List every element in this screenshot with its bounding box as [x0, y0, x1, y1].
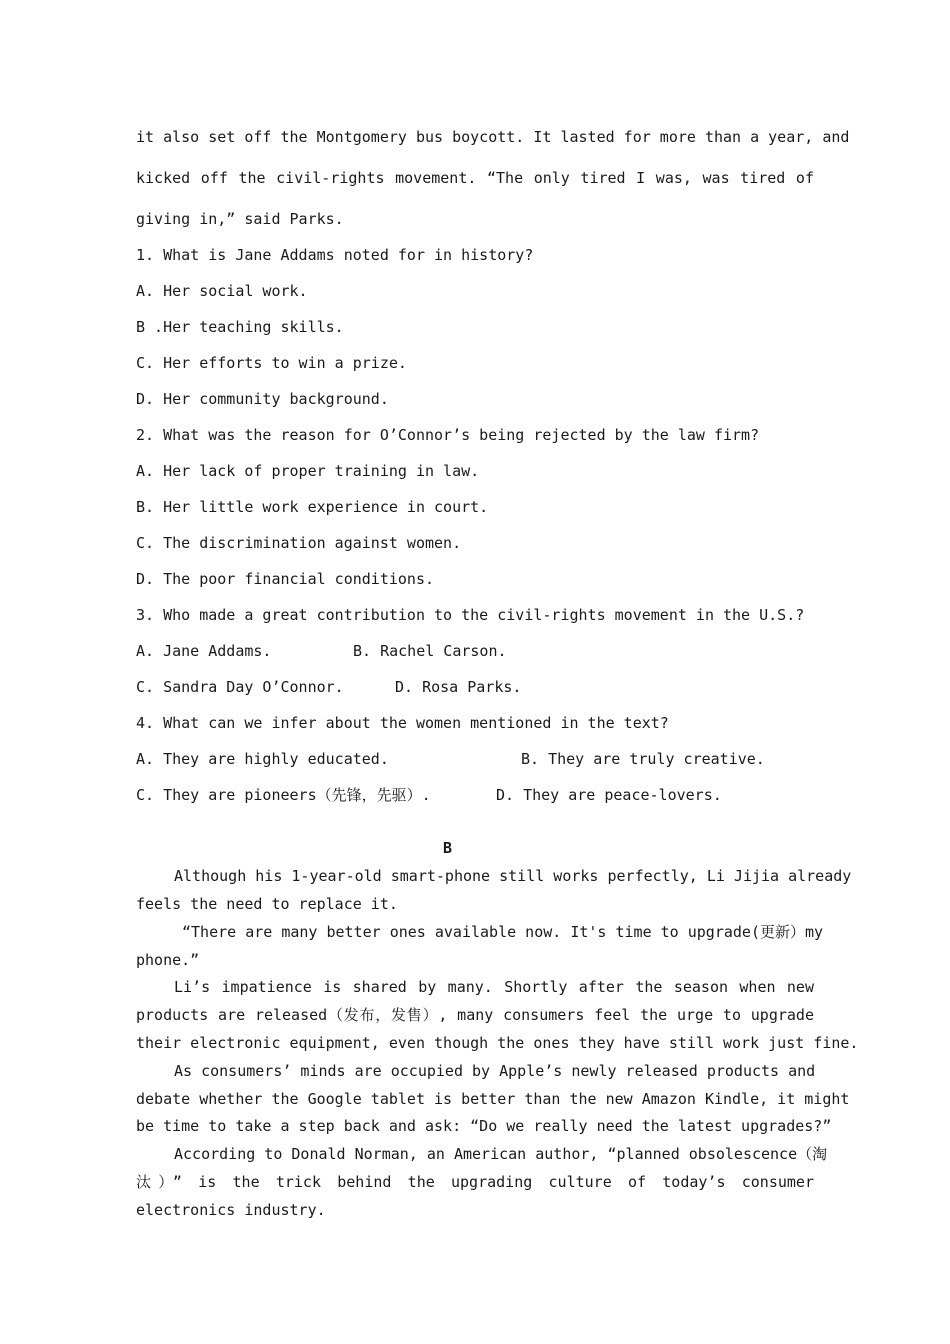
answer-option: A. Her social work. [136, 282, 308, 300]
passage-line: electronics industry. [136, 1201, 326, 1219]
passage-line: phone.” [136, 951, 200, 969]
question-stem: 4. What can we infer about the women mentioned in the text? [136, 714, 669, 732]
passage-line: products are released（发布，发售）, many consumers feel the urge to upgrade [136, 1006, 814, 1024]
answer-option: D. Her community background. [136, 390, 389, 408]
answer-option: D. They are peace-lovers. [496, 786, 722, 804]
passage-line: “There are many better ones available now. It's time to upgrade(更新）my [182, 923, 824, 941]
passage-line: giving in,” said Parks. [136, 210, 344, 228]
section-heading: B [442, 839, 453, 857]
passage-line: According to Donald Norman, an American author, “planned obsolescence（淘 [174, 1145, 828, 1163]
passage-line: it also set off the Montgomery bus boycott. It lasted for more than a year, and [136, 128, 850, 146]
answer-option: D. Rosa Parks. [395, 678, 522, 696]
passage-line: debate whether the Google tablet is better than the new Amazon Kindle, it might [136, 1090, 850, 1108]
answer-option: A. Her lack of proper training in law. [136, 462, 480, 480]
answer-option: A. They are highly educated. [136, 750, 389, 768]
passage-line: be time to take a step back and ask: “Do we really need the latest upgrades?” [136, 1117, 832, 1135]
answer-option: B. They are truly creative. [521, 750, 765, 768]
answer-option: B. Her little work experience in court. [136, 498, 489, 516]
answer-option: C. Sandra Day O’Connor. [136, 678, 344, 696]
question-stem: 1. What is Jane Addams noted for in history? [136, 246, 534, 264]
question-stem: 2. What was the reason for O’Connor’s being rejected by the law firm? [136, 426, 760, 444]
answer-option: B. Rachel Carson. [353, 642, 507, 660]
passage-line: 汰）” is the trick behind the upgrading culture of today’s consumer [136, 1173, 814, 1191]
answer-option: C. Her efforts to win a prize. [136, 354, 407, 372]
answer-option: D. The poor financial conditions. [136, 570, 435, 588]
passage-line: Li’s impatience is shared by many. Shortly after the season when new [174, 978, 814, 996]
answer-option: C. They are pioneers（先锋，先驱）. [136, 786, 431, 804]
passage-line: kicked off the civil-rights movement. “The only tired I was, was tired of [136, 169, 814, 187]
answer-option: B .Her teaching skills. [136, 318, 344, 336]
answer-option: A. Jane Addams. [136, 642, 272, 660]
passage-line: Although his 1-year-old smart-phone still works perfectly, Li Jijia already [174, 867, 852, 885]
answer-option: C. The discrimination against women. [136, 534, 462, 552]
question-stem: 3. Who made a great contribution to the civil-rights movement in the U.S.? [136, 606, 805, 624]
passage-line: their electronic equipment, even though the ones they have still work just fine. [136, 1034, 859, 1052]
passage-line: As consumers’ minds are occupied by Apple’s newly released products and [174, 1062, 816, 1080]
passage-line: feels the need to replace it. [136, 895, 398, 913]
